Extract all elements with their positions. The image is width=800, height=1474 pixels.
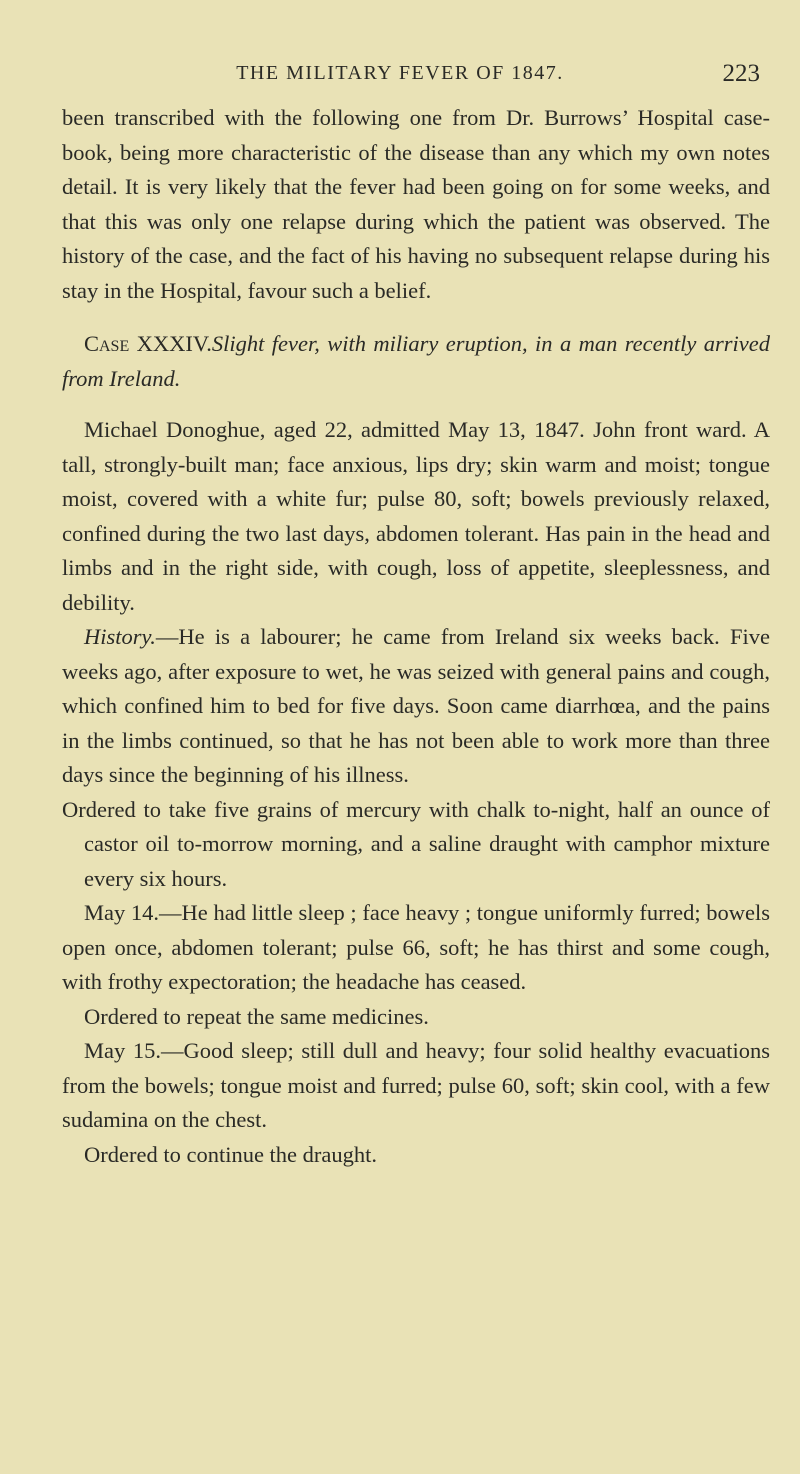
page-header [0, 60, 800, 100]
case-description: Slight fever, with miliary eruption, in a man recently arrived from Ireland. [62, 331, 770, 391]
case-heading [62, 327, 770, 396]
history-paragraph [62, 620, 770, 793]
may-15-paragraph: May 15.—Good sleep; still dull and heavy; four solid healthy evacuations from the bowels; tongue moist and furred; pulse 60, soft; skin cool, with a few sudamina on the chest. [62, 1038, 770, 1132]
history-label: History. [84, 624, 156, 649]
history-text: —He is a labourer; he came from Ireland six weeks back. Five weeks ago, after exposure to wet, he was seized with general pains and cough, which confined him to bed for five days. Soon came diarrhœa, and the pains in the limbs continued, so that he has not been able to work more than three days since the beginning of his illness. [62, 624, 770, 787]
body-text [62, 101, 770, 1172]
order-paragraph-1: Ordered to take five grains of mercury with chalk to-night, half an ounce of castor oil to-morrow morning, and a saline draught with camphor mixture every six hours. [62, 796, 770, 891]
running-title: THE MILITARY FEVER OF 1847. [236, 62, 564, 84]
order-paragraph-3: Ordered to continue the draught. [84, 1141, 378, 1167]
order-paragraph-2: Ordered to repeat the same medicines. [84, 1003, 429, 1029]
intro-paragraph: been transcribed with the following one from Dr. Burrows’ Hospital case-book, being more characteristic of the disease than any which my own notes detail. It is very likely that the fever had been going on for some weeks, and that this was only one relapse during which the patient was observed. The history of the case, and the fact of his having no subsequent relapse during his stay in the Hospital, favour such a belief. [62, 105, 770, 303]
may-14-paragraph: May 14.—He had little sleep ; face heavy ; tongue uniformly furred; bowels open once, abdomen tolerant; pulse 66, soft; he has thirst and some cough, with frothy expectoration; the headache has ceased. [62, 900, 770, 994]
page-number: 223 [722, 60, 760, 87]
admission-paragraph: Michael Donoghue, aged 22, admitted May 13, 1847. John front ward. A tall, strongly-built man; face anxious, lips dry; skin warm and moist; tongue moist, covered with a white fur; pulse 80, soft; bowels previously relaxed, confined during the two last days, abdomen tolerant. Has pain in the head and limbs and in the right side, with cough, loss of appetite, sleeplessness, and debility. [62, 417, 770, 615]
case-label: Case XXXIV. [84, 331, 212, 356]
